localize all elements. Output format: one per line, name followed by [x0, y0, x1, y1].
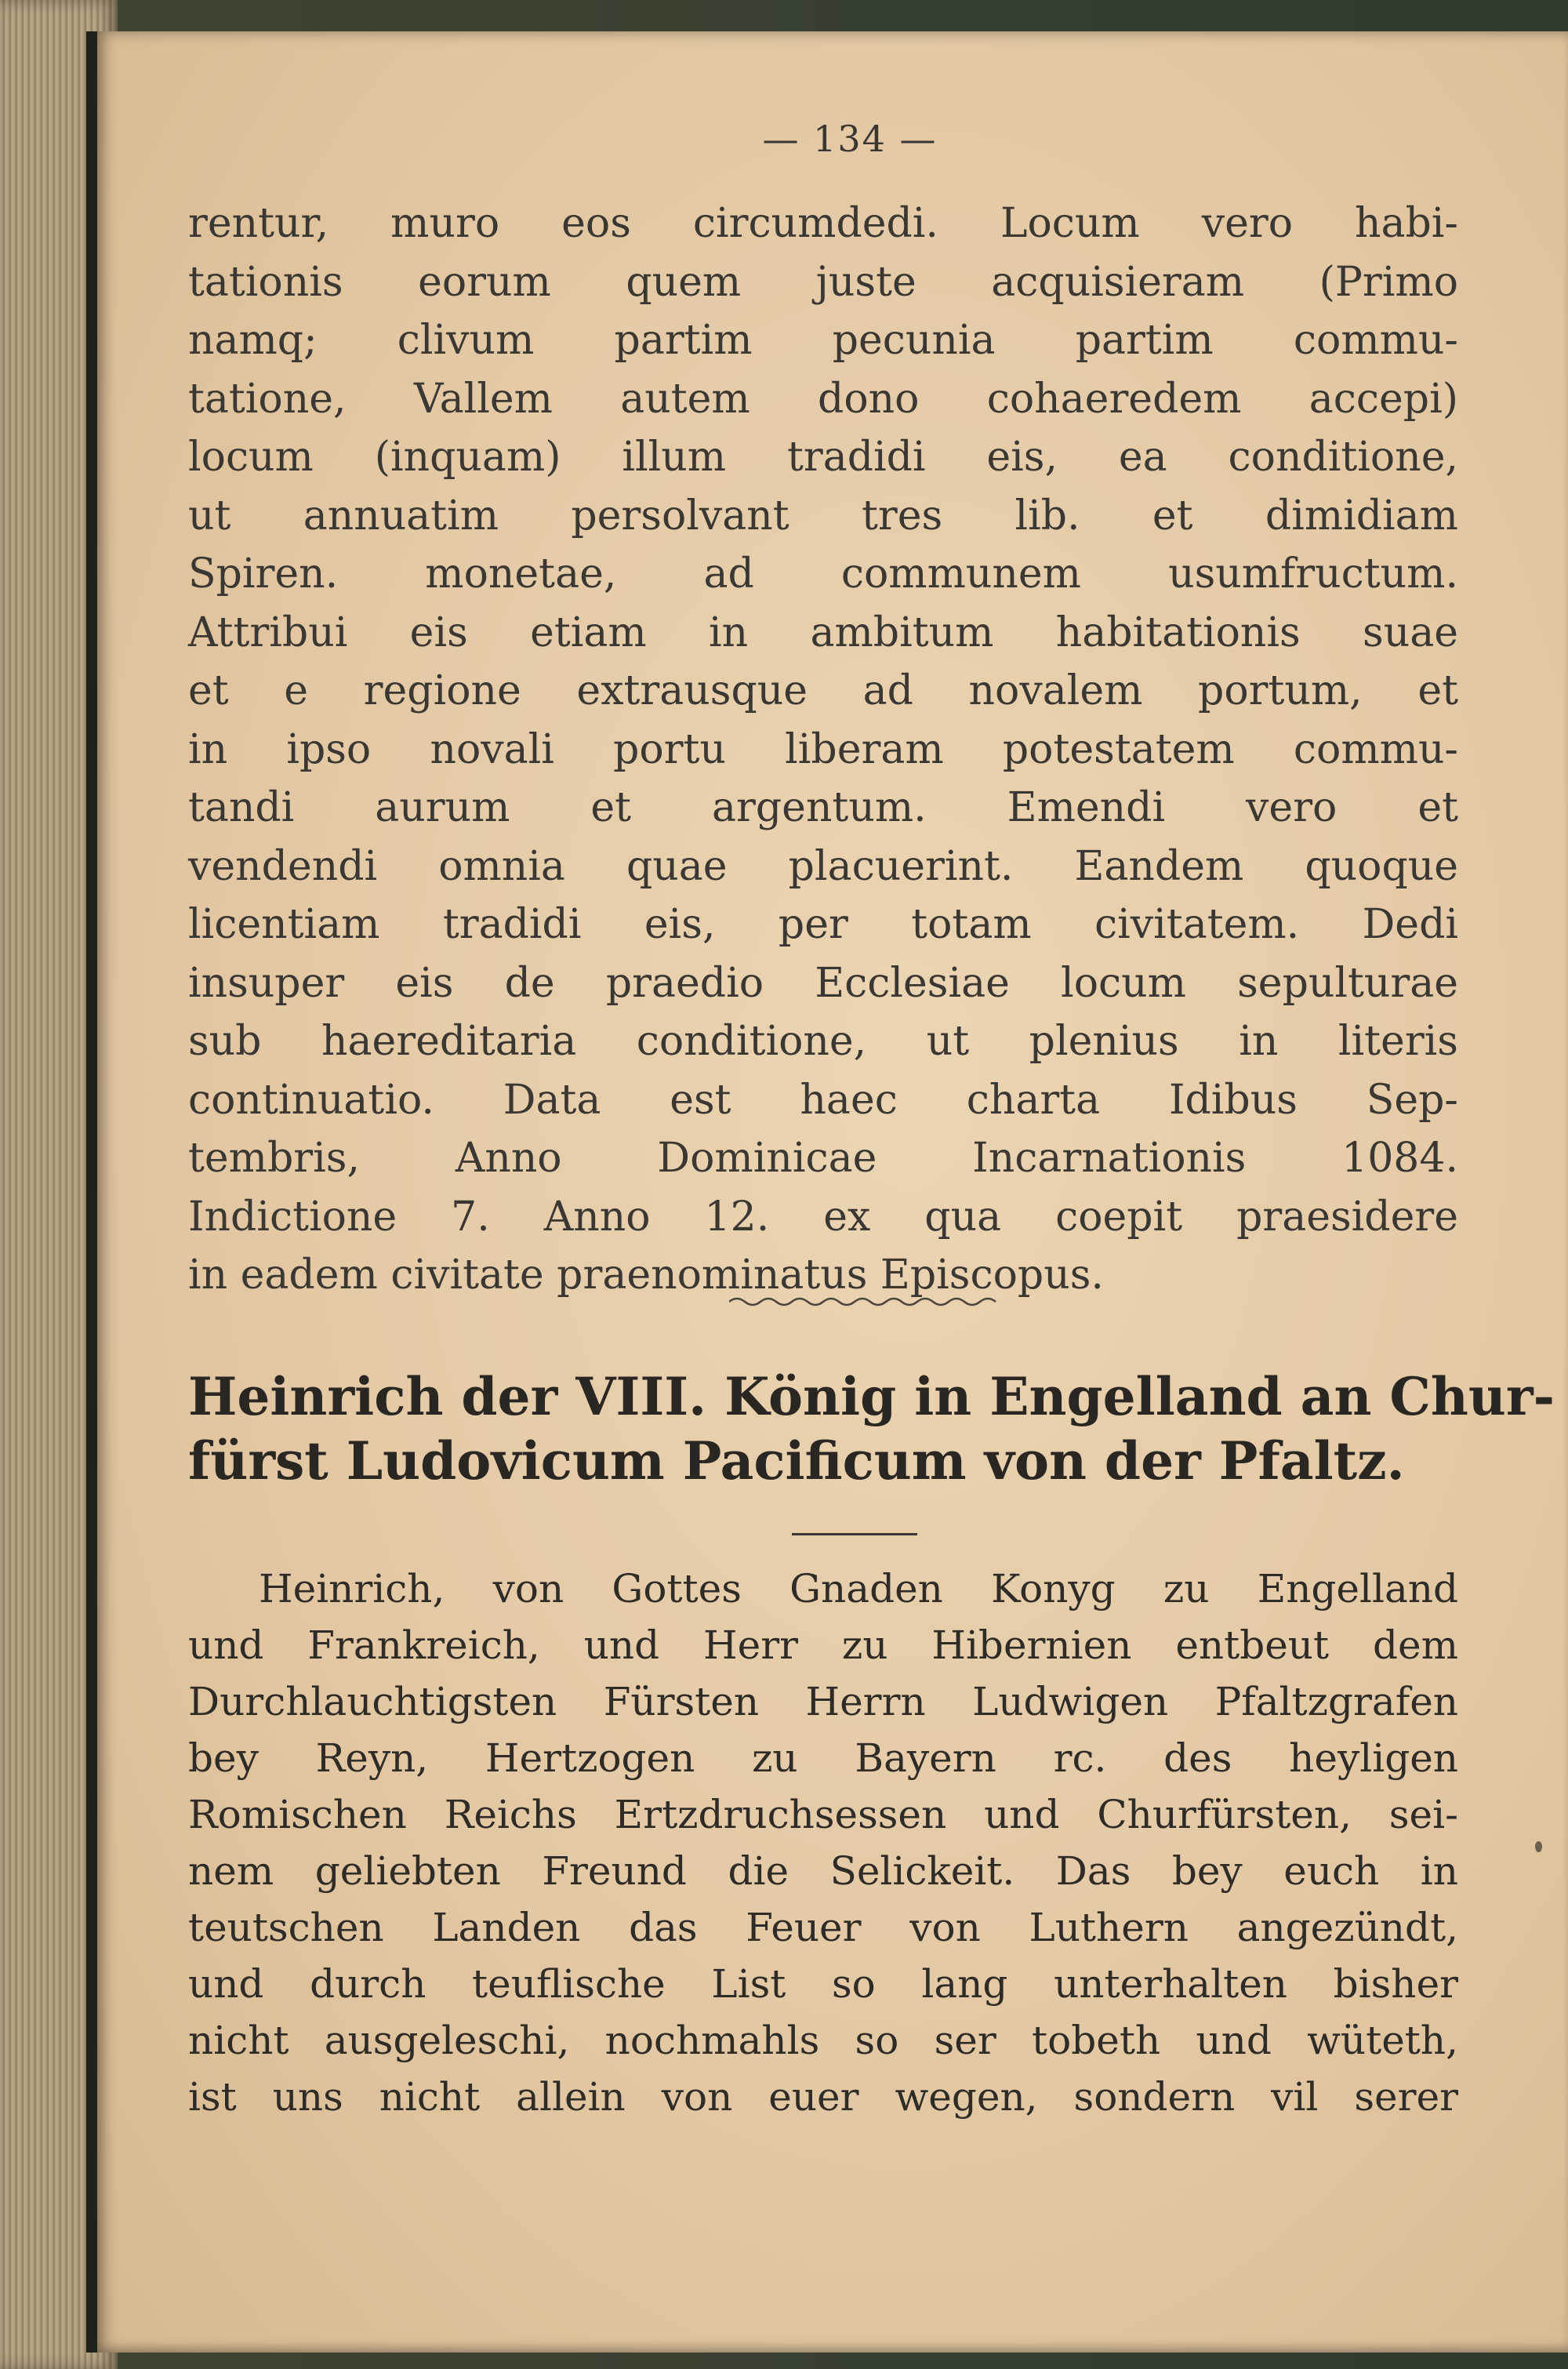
wavy-divider-ornament	[729, 1294, 1004, 1310]
text-line: insuper eis de praedio Ecclesiae locum sepulturae	[188, 959, 1458, 1007]
text-line: Indictione 7. Anno 12. ex qua coepit praesidere	[188, 1193, 1458, 1241]
text-line: Attribui eis etiam in ambitum habitationis suae	[188, 609, 1458, 656]
heading-line: fürst Ludovicum Pacificum von der Pfaltz.	[188, 1430, 1405, 1492]
paper-speck	[1535, 1841, 1542, 1852]
german-letter-text	[188, 1561, 1458, 2125]
text-line: Spiren. monetae, ad communem usumfructum.	[188, 550, 1458, 598]
latin-charter-text	[188, 194, 1458, 1305]
text-line: vendendi omnia quae placuerint. Eandem quoque	[188, 842, 1458, 890]
text-line: rentur, muro eos circumdedi. Locum vero habi-	[188, 200, 1458, 247]
text-line: Heinrich, von Gottes Gnaden Konyg zu Engelland	[259, 1566, 1458, 1611]
text-line: nem geliebten Freund die Selickeit. Das bey euch in	[188, 1848, 1458, 1894]
text-line: sub haereditaria conditione, ut plenius in literis	[188, 1018, 1458, 1065]
text-line: Durchlauchtigsten Fürsten Herrn Ludwigen Pfaltzgrafen	[188, 1679, 1458, 1724]
heading-line: Heinrich der VIII. König in Engelland an Chur-	[188, 1366, 1555, 1427]
text-line: continuatio. Data est haec charta Idibus Sep-	[188, 1076, 1458, 1124]
text-line: tationis eorum quem juste acquisieram (Primo	[188, 258, 1458, 306]
text-line: licentiam tradidi eis, per totam civitatem. Dedi	[188, 901, 1458, 948]
text-line: Romischen Reichs Ertzdruchsessen und Churfürsten, sei-	[188, 1792, 1458, 1837]
text-line: in eadem civitate praenominatus Episcopus.	[188, 1252, 1104, 1299]
heading-rule	[792, 1533, 917, 1535]
page-number: — 134 —	[762, 118, 938, 160]
text-line: et e regione extrausque ad novalem portum, et	[188, 667, 1458, 714]
text-line: nicht ausgeleschi, nochmahls so ser tobeth und wüteth,	[188, 2018, 1458, 2063]
text-line: ist uns nicht allein von euer wegen, sondern vil serer	[188, 2074, 1458, 2120]
text-line: ut annuatim persolvant tres lib. et dimidiam	[188, 492, 1458, 540]
section-heading	[188, 1364, 1555, 1493]
text-line: und Frankreich, und Herr zu Hibernien entbeut dem	[188, 1622, 1458, 1668]
text-line: tatione, Vallem autem dono cohaeredem accepi)	[188, 375, 1458, 423]
text-line: locum (inquam) illum tradidi eis, ea conditione,	[188, 434, 1458, 481]
text-line: teutschen Landen das Feuer von Luthern angezündt,	[188, 1905, 1458, 1950]
text-line: tembris, Anno Dominicae Incarnationis 1084.	[188, 1135, 1458, 1182]
text-line: in ipso novali portu liberam potestatem commu-	[188, 725, 1458, 773]
text-line: und durch teuflische List so lang unterhalten bisher	[188, 1961, 1458, 2007]
text-line: tandi aurum et argentum. Emendi vero et	[188, 784, 1458, 831]
text-line: bey Reyn, Hertzogen zu Bayern rc. des heyligen	[188, 1735, 1458, 1781]
text-line: namq; clivum partim pecunia partim commu-	[188, 317, 1458, 364]
